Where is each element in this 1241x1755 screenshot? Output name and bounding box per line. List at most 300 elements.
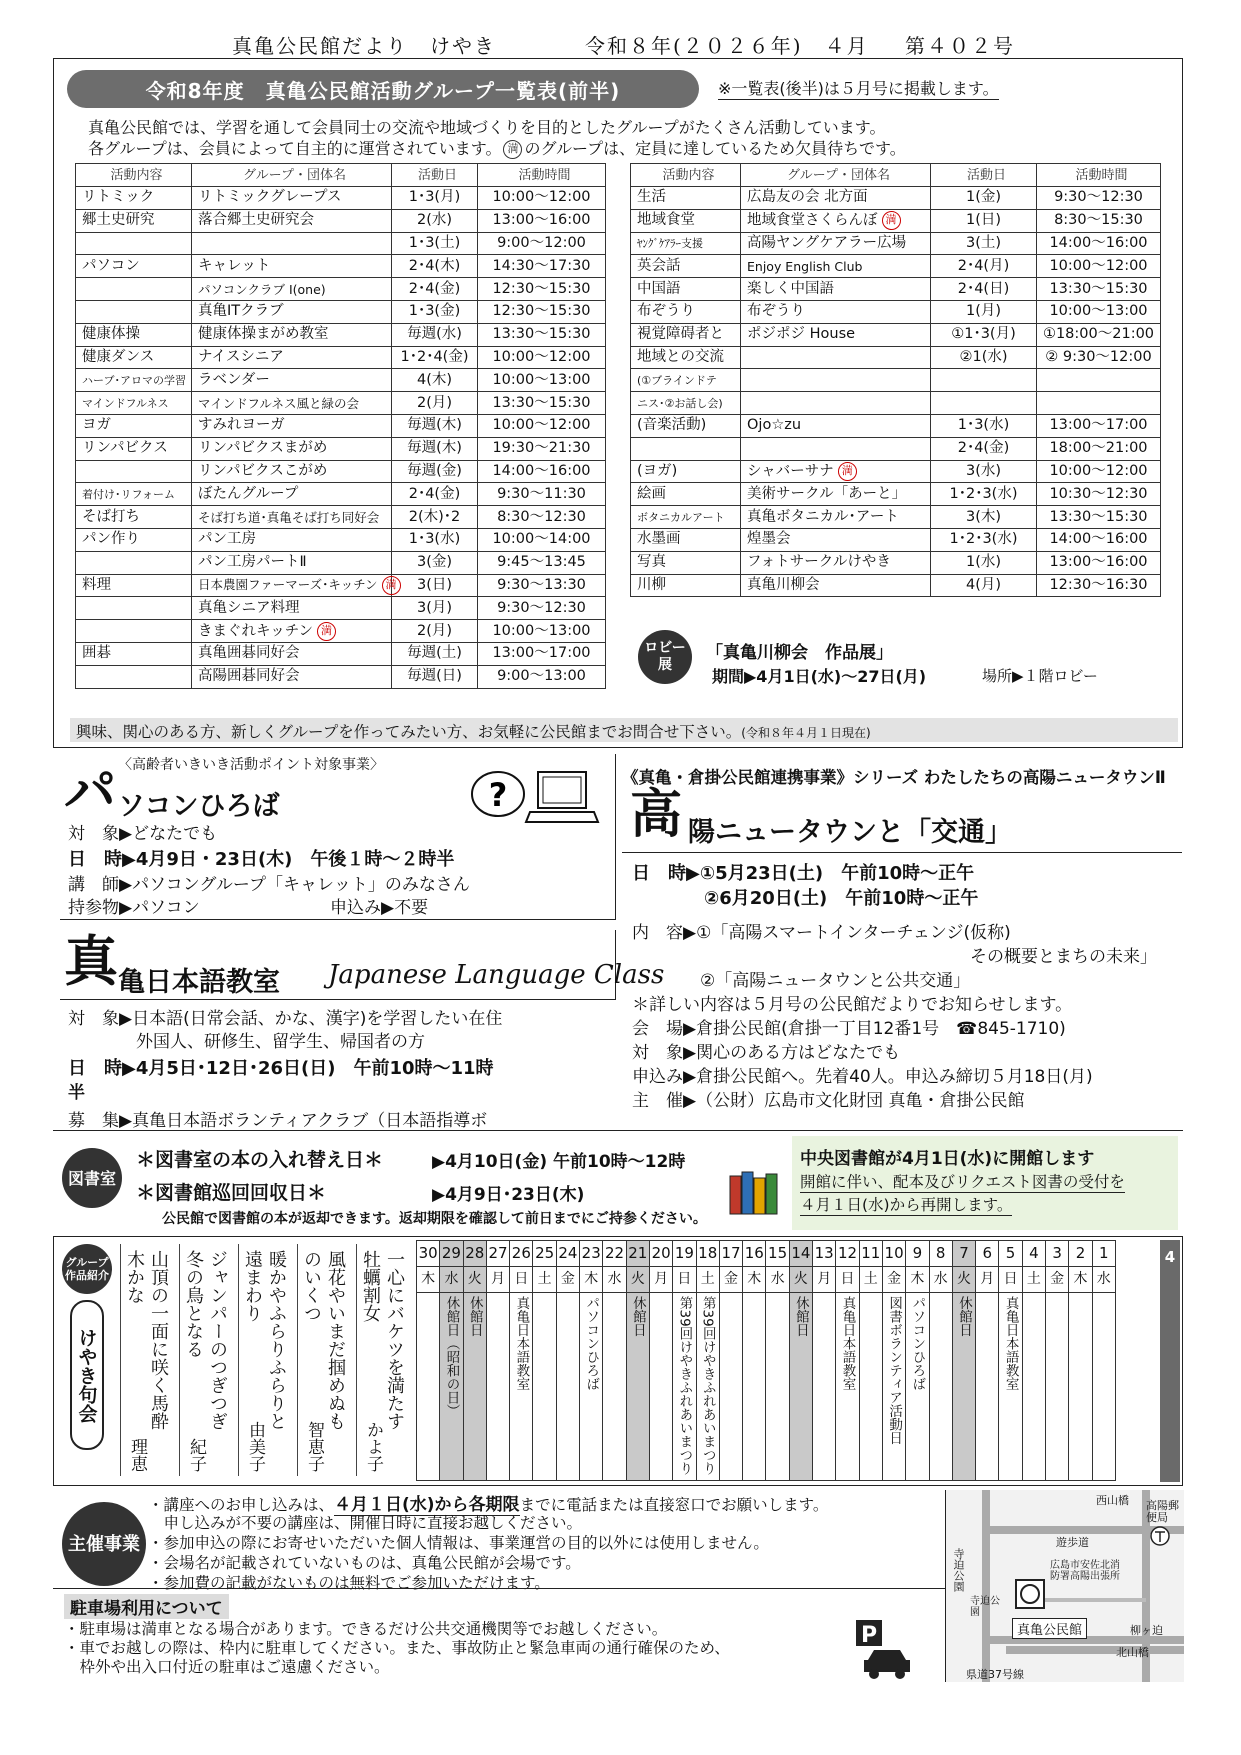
calendar-weekday: 月 — [813, 1267, 836, 1293]
library-collect: ＊図書館巡回回収日＊ — [136, 1182, 327, 1204]
calendar-weekday: 金 — [882, 1267, 905, 1293]
time-cell: 12:30～16:30 — [1037, 574, 1161, 597]
haiku-author: 紀子 — [186, 1438, 206, 1472]
calendar-weekday: 火 — [789, 1267, 812, 1293]
calendar-weekday: 日 — [673, 1267, 696, 1293]
koyo-note: ＊詳しい内容は５月号の公民館だよりでお知らせします。 — [632, 995, 1073, 1015]
calendar-date: 13 — [813, 1241, 836, 1267]
calendar-date: 14 — [789, 1241, 812, 1267]
groups-title: 令和8年度 真亀公民館活動グループ一覧表(前半) — [67, 70, 699, 108]
calendar-weekday: 水 — [766, 1267, 789, 1293]
time-cell: 10:00～12:00 — [1037, 255, 1161, 278]
events-badge: 主催事業 — [62, 1502, 146, 1586]
computer-question-icon — [470, 764, 600, 834]
calendar-date: 5 — [999, 1241, 1022, 1267]
time-cell: 9:00～13:00 — [478, 665, 606, 688]
library-collect-date: ▶4月9日･23日(木) — [432, 1185, 585, 1205]
calendar-event: 図書ボランティア活動日 — [882, 1293, 905, 1481]
koyo-apply: 申込み▶倉掛公民館へ。先着40人。申込み締切５月18日(月) — [632, 1067, 1093, 1087]
table-row — [76, 506, 606, 529]
calendar-date: 3 — [1046, 1241, 1069, 1267]
calendar-month: 4 — [1160, 1240, 1180, 1482]
haiku-club: けやき句会 — [70, 1300, 104, 1450]
col-time: 活動時間 — [478, 164, 606, 187]
activity-cell: リンパビクス — [76, 437, 192, 460]
table-row — [76, 620, 606, 643]
parking-divider — [53, 1588, 945, 1589]
group-cell: すみれヨーガ — [192, 414, 392, 437]
group-cell: リトミックグレープス — [192, 187, 392, 210]
activity-cell: そば打ち — [76, 506, 192, 529]
koyo-host: 主 催▶（公財）広島市文化財団 真亀・倉掛公民館 — [632, 1091, 1025, 1111]
calendar-event — [929, 1293, 952, 1481]
table-row — [76, 414, 606, 437]
activity-cell: ボタニカルアート — [631, 506, 741, 529]
table-row — [76, 369, 606, 392]
table-row — [76, 346, 606, 369]
calendar-weekday: 木 — [417, 1267, 440, 1293]
table-row — [631, 460, 1161, 483]
day-cell: 2(木)･2 — [392, 506, 478, 529]
groups-note: ※一覧表(後半)は５月号に掲載します。 — [718, 76, 999, 100]
parking-notes — [64, 1620, 730, 1677]
calendar-weekday: 月 — [649, 1267, 672, 1293]
pc-title-big: パ — [64, 762, 117, 823]
calendar-weekday: 木 — [743, 1267, 766, 1293]
activity-cell: パソコン — [76, 255, 192, 278]
day-cell: 3(金) — [392, 551, 478, 574]
table-row — [631, 528, 1161, 551]
table-row — [76, 483, 606, 506]
parking-note-line: ・車でお越しの際は、枠内に駐車してください。また、事故防止と緊急車両の通行確保のため、 — [64, 1639, 730, 1657]
map-nishiyama: 西山橋 — [1096, 1494, 1129, 1507]
table-row — [631, 232, 1161, 255]
group-cell: 布ぞうり — [741, 300, 931, 323]
table-row — [631, 278, 1161, 301]
calendar-date: 4 — [1022, 1241, 1045, 1267]
day-cell: 2(月) — [392, 392, 478, 415]
calendar-weekday: 水 — [440, 1267, 463, 1293]
time-cell: 13:00～17:00 — [1037, 414, 1161, 437]
issue-date: 令和８年(２０２６年) ４月 — [585, 34, 869, 58]
col-time: 活動時間 — [1037, 164, 1161, 187]
calendar-event: 第39回けやきふれあいまつり — [696, 1293, 719, 1481]
koyo-content-1: 内 容▶①「高陽スマートインターチェンジ(仮称) — [632, 923, 1011, 943]
time-cell: 9:30～12:30 — [1037, 187, 1161, 210]
table-row — [76, 460, 606, 483]
calendar-date: 19 — [673, 1241, 696, 1267]
time-cell: 8:30～12:30 — [478, 506, 606, 529]
calendar-weekday: 日 — [836, 1267, 859, 1293]
day-cell — [931, 369, 1037, 392]
groups-intro-2: 各グループは、会員によって自主的に運営されています。 満 のグループは、定員に達しているため欠員待ちです。 — [88, 139, 906, 158]
group-cell: 健康体操まがめ教室 — [192, 323, 392, 346]
calendar-weekday: 土 — [696, 1267, 719, 1293]
full-capacity-icon: 満 — [882, 211, 901, 230]
koyo-divider — [622, 852, 1182, 853]
calendar-event — [1069, 1293, 1092, 1481]
lobby-title: 「真亀川柳会 作品展」 — [706, 643, 893, 663]
day-cell — [931, 392, 1037, 415]
table-row — [76, 392, 606, 415]
day-cell: 1(金) — [931, 187, 1037, 210]
haiku-poem: 風花やいまだ掴めぬものいくつ — [301, 1250, 346, 1430]
group-cell: 真亀川柳会 — [741, 574, 931, 597]
calendar-date: 1 — [1092, 1241, 1115, 1267]
activity-cell: 絵画 — [631, 483, 741, 506]
col-group: グループ・団体名 — [741, 164, 931, 187]
calendar-event — [1022, 1293, 1045, 1481]
koyo-title: 陽ニュータウンと「交通」 — [688, 817, 1012, 848]
group-cell: リンパビクスこがめ — [192, 460, 392, 483]
day-cell: 毎週(水) — [392, 323, 478, 346]
koyo-venue: 会 場▶倉掛公民館(倉掛一丁目12番1号 ☎845-1710) — [632, 1019, 1066, 1039]
calendar-weekday: 日 — [999, 1267, 1022, 1293]
central-library-line1: 開館に伴い、配本及びリクエスト図書の受付を — [800, 1170, 1125, 1193]
activity-cell: パン作り — [76, 528, 192, 551]
calendar-event: 真亀日本語教室 — [836, 1293, 859, 1481]
day-cell: 2(水) — [392, 209, 478, 232]
calendar-weekday: 土 — [859, 1267, 882, 1293]
parking-title: 駐車場利用について — [64, 1594, 229, 1619]
group-cell: きまぐれキッチン 満 — [192, 620, 392, 643]
time-cell — [1037, 369, 1161, 392]
col-day: 活動日 — [392, 164, 478, 187]
time-cell: 12:30～15:30 — [478, 300, 606, 323]
events-apply: ・講座へのお申し込みは、４月１日(水)から各期限までに電話または直接窓口でお願いします。 — [148, 1495, 829, 1515]
group-cell: シャバーサナ 満 — [741, 460, 931, 483]
events-notes — [148, 1513, 769, 1593]
calendar-event: パソコンひろば — [580, 1293, 603, 1481]
newsletter-name: 真亀公民館だより けやき — [232, 34, 496, 58]
group-cell: 地域食堂さくらんぼ 満 — [741, 209, 931, 232]
time-cell: 9:30～13:30 — [478, 574, 606, 597]
activity-cell — [76, 232, 192, 255]
group-cell: リンパビクスまがめ — [192, 437, 392, 460]
haiku-item — [297, 1244, 355, 1476]
activity-cell: ハーブ･アロマの学習 — [76, 369, 192, 392]
calendar-date: 15 — [766, 1241, 789, 1267]
pc-target: 対 象▶どなたでも — [68, 824, 218, 844]
day-cell: 毎週(日) — [392, 665, 478, 688]
group-cell — [741, 369, 931, 392]
day-cell: ①1･3(月) — [931, 323, 1037, 346]
activity-cell: 地域食堂 — [631, 209, 741, 232]
calendar-event — [766, 1293, 789, 1481]
time-cell — [1037, 392, 1161, 415]
table-row — [76, 574, 606, 597]
time-cell: 13:30～15:30 — [478, 392, 606, 415]
activity-cell: 囲碁 — [76, 642, 192, 665]
koyo-series: 《真亀・倉掛公民館連携事業》シリーズ わたしたちの高陽ニュータウンⅡ — [622, 768, 1166, 787]
activity-cell: ニス･②お話し会) — [631, 392, 741, 415]
group-cell: Ojo☆zu — [741, 414, 931, 437]
calendar-date: 28 — [463, 1241, 486, 1267]
day-cell: 毎週(土) — [392, 642, 478, 665]
full-capacity-icon: 満 — [503, 140, 522, 159]
time-cell: 8:30～15:30 — [1037, 209, 1161, 232]
calendar-date: 16 — [743, 1241, 766, 1267]
calendar-event — [743, 1293, 766, 1481]
calendar-date: 7 — [952, 1241, 975, 1267]
day-cell: 1(日) — [931, 209, 1037, 232]
time-cell: 14:00～16:00 — [478, 460, 606, 483]
parking-icon — [854, 1618, 916, 1684]
time-cell: 14:00～16:00 — [1037, 528, 1161, 551]
day-cell: 1･3(土) — [392, 232, 478, 255]
central-library-line2: ４月１日(水)から再開します。 — [800, 1193, 1012, 1216]
parking-note-line: ・駐車場は満車となる場合があります。できるだけ公共交通機関等でお越しください。 — [64, 1620, 668, 1638]
activity-cell: (①ブラインドテ — [631, 369, 741, 392]
calendar-date: 29 — [440, 1241, 463, 1267]
day-cell: 4(月) — [931, 574, 1037, 597]
groups-intro-1: 真亀公民館では、学習を通して会員同士の交流や地域づくりを目的としたグループがたくさん活動しています。 — [88, 118, 886, 137]
library-swap-date: ▶4月10日(金) 午前10時～12時 — [432, 1152, 686, 1172]
issue-number: 第４０２号 — [905, 34, 1015, 58]
group-cell: パソコンクラブ Ⅰ(one) — [192, 278, 392, 301]
jp-recruit: 募 集▶真亀日本語ボランティアクラブ（日本語指導ボ — [68, 1111, 488, 1131]
pc-apply: 申込み▶不要 — [330, 898, 429, 918]
activity-cell: マインドフルネス — [76, 392, 192, 415]
koyo-target: 対 象▶関心のある方はどなたでも — [632, 1043, 901, 1063]
calendar-event — [486, 1293, 509, 1481]
table-row — [76, 551, 606, 574]
map-yanagi: 柳ヶ迫 — [1130, 1624, 1163, 1637]
time-cell: 13:00～17:00 — [478, 642, 606, 665]
calendar-weekday: 土 — [533, 1267, 556, 1293]
day-cell: 3(土) — [931, 232, 1037, 255]
time-cell: 14:30～17:30 — [478, 255, 606, 278]
col-activity: 活動内容 — [76, 164, 192, 187]
activity-cell: 視覚障碍者と — [631, 323, 741, 346]
calendar-date: 6 — [976, 1241, 999, 1267]
jp-target: 対 象▶日本語(日常会話、かな、漢字)を学習したい在住 — [68, 1009, 503, 1029]
activity-cell: 川柳 — [631, 574, 741, 597]
calendar-date: 25 — [533, 1241, 556, 1267]
table-row — [631, 323, 1161, 346]
table-row — [76, 437, 606, 460]
day-cell: 1･3(月) — [392, 187, 478, 210]
map-yuhodo: 遊歩道 — [1056, 1536, 1089, 1549]
pc-title: ソコンひろば — [118, 791, 280, 822]
table-row — [76, 597, 606, 620]
time-cell: 13:00～16:00 — [478, 209, 606, 232]
group-cell — [741, 437, 931, 460]
pc-instructor: 講 師▶パソコングループ「キャレット」のみなさん — [68, 875, 470, 895]
day-cell: 4(木) — [392, 369, 478, 392]
time-cell: ①18:00～21:00 — [1037, 323, 1161, 346]
day-cell: ②1(水) — [931, 346, 1037, 369]
activity-cell — [76, 551, 192, 574]
group-cell: 落合郷土史研究会 — [192, 209, 392, 232]
calendar-event: 休館日 — [952, 1293, 975, 1481]
calendar-date: 24 — [556, 1241, 579, 1267]
group-cell: ぼたんグループ — [192, 483, 392, 506]
table-row — [631, 187, 1161, 210]
books-icon — [728, 1168, 786, 1220]
day-cell: 1(水) — [931, 551, 1037, 574]
time-cell: 10:00～12:00 — [478, 187, 606, 210]
calendar-weekday: 火 — [463, 1267, 486, 1293]
svg-text:P: P — [860, 1623, 878, 1648]
day-cell: 2･4(日) — [931, 278, 1037, 301]
calendar-weekday: 金 — [556, 1267, 579, 1293]
activity-cell — [76, 460, 192, 483]
map-road: 県道37号線 — [966, 1668, 1024, 1681]
time-cell: 9:30～12:30 — [478, 597, 606, 620]
map-fire-station: 広島市安佐北消防署高陽出張所 — [1050, 1560, 1120, 1582]
haiku-item — [356, 1244, 414, 1476]
group-cell: マインドフルネス風と緑の会 — [192, 392, 392, 415]
activity-cell: 着付け･リフォーム — [76, 483, 192, 506]
pc-bring: 持参物▶パソコン — [68, 898, 200, 918]
group-cell: キャレット — [192, 255, 392, 278]
group-cell: 真亀シニア料理 — [192, 597, 392, 620]
koyo-date-1: 日 時▶①5月23日(土) 午前10時～正午 — [632, 863, 975, 884]
day-cell: 2･4(金) — [392, 483, 478, 506]
table-row — [76, 278, 606, 301]
calendar-event — [813, 1293, 836, 1481]
map-center: 真亀公民館 — [1012, 1618, 1087, 1639]
time-cell: 13:00～16:00 — [1037, 551, 1161, 574]
table-row — [631, 551, 1161, 574]
time-cell: 9:00～12:00 — [478, 232, 606, 255]
group-cell: Enjoy English Club — [741, 255, 931, 278]
group-cell: パン工房 — [192, 528, 392, 551]
day-cell: 2･4(金) — [392, 278, 478, 301]
haiku-author: かよ子 — [363, 1421, 383, 1472]
calendar-date: 18 — [696, 1241, 719, 1267]
library-return-note: 公民館で図書館の本が返却できます。返却期限を確認して前日までにご持参ください。 — [162, 1211, 707, 1227]
calendar-date: 17 — [719, 1241, 742, 1267]
calendar-date: 9 — [906, 1241, 929, 1267]
calendar-weekday: 金 — [1046, 1267, 1069, 1293]
activity-cell: 生活 — [631, 187, 741, 210]
calendar-event: 休館日 — [789, 1293, 812, 1481]
time-cell: 9:45～13:45 — [478, 551, 606, 574]
event-calendar — [416, 1240, 1116, 1481]
time-cell: 13:30～15:30 — [1037, 506, 1161, 529]
activity-cell: (音楽活動) — [631, 414, 741, 437]
activity-cell: リトミック — [76, 187, 192, 210]
calendar-event — [417, 1293, 440, 1481]
day-cell: 1･2･3(水) — [931, 528, 1037, 551]
calendar-weekday: 土 — [1022, 1267, 1045, 1293]
group-cell: パン工房パートⅡ — [192, 551, 392, 574]
haiku-badge: グループ作品紹介 — [62, 1244, 112, 1294]
activity-cell — [631, 437, 741, 460]
groups-table-right — [630, 163, 1161, 597]
group-cell: 広島友の会 北方面 — [741, 187, 931, 210]
haiku-list — [120, 1242, 416, 1478]
haiku-author: 理恵 — [127, 1438, 147, 1472]
group-cell: そば打ち道･真亀そば打ち同好会 — [192, 506, 392, 529]
time-cell: 13:30～15:30 — [478, 323, 606, 346]
time-cell: 10:00～12:00 — [478, 414, 606, 437]
day-cell: 3(日) — [392, 574, 478, 597]
time-cell: 12:30～15:30 — [478, 278, 606, 301]
calendar-event — [649, 1293, 672, 1481]
col-activity: 活動内容 — [631, 164, 741, 187]
table-row — [76, 528, 606, 551]
calendar-weekday: 木 — [580, 1267, 603, 1293]
table-row — [631, 346, 1161, 369]
day-cell: 2･4(金) — [931, 437, 1037, 460]
calendar-date: 23 — [580, 1241, 603, 1267]
calendar-date: 27 — [486, 1241, 509, 1267]
calendar-event — [1092, 1293, 1115, 1481]
activity-cell — [76, 665, 192, 688]
events-note-line: ・参加申込の際にお寄せいただいた個人情報は、事業運営の目的以外には使用しません。 — [148, 1534, 769, 1552]
col-day: 活動日 — [931, 164, 1037, 187]
jp-title: 亀日本語教室 — [118, 967, 280, 998]
col-group: グループ・団体名 — [192, 164, 392, 187]
central-library-title: 中央図書館が4月1日(水)に開館します — [800, 1149, 1095, 1169]
table-row — [631, 437, 1161, 460]
time-cell: 10:30～12:30 — [1037, 483, 1161, 506]
time-cell: 18:00～21:00 — [1037, 437, 1161, 460]
jp-target-2: 外国人、研修生、留学生、帰国者の方 — [68, 1032, 425, 1052]
haiku-poem: ジャンパーのつぎつぎ冬の鳥となる — [183, 1250, 228, 1430]
activity-cell: 英会話 — [631, 255, 741, 278]
day-cell: 毎週(金) — [392, 460, 478, 483]
calendar-weekday: 木 — [906, 1267, 929, 1293]
activity-cell: ﾔﾝｸﾞｹｱﾗｰ支援 — [631, 232, 741, 255]
day-cell: 1･2･4(金) — [392, 346, 478, 369]
calendar-weekdays — [417, 1267, 1116, 1293]
calendar-weekday: 火 — [952, 1267, 975, 1293]
jp-title-en: Japanese Language Class — [328, 960, 665, 990]
lobby-badge: ロビー展 — [638, 630, 692, 684]
activity-cell: 地域との交流 — [631, 346, 741, 369]
table-row — [76, 209, 606, 232]
calendar-event — [533, 1293, 556, 1481]
haiku-item — [120, 1244, 178, 1476]
calendar-weekday: 日 — [510, 1267, 533, 1293]
haiku-author: 智恵子 — [304, 1421, 324, 1472]
table-row — [76, 232, 606, 255]
calendar-event: パソコンひろば — [906, 1293, 929, 1481]
lobby-period: 期間▶4月1日(水)～27日(月) — [712, 667, 927, 686]
table-row — [631, 392, 1161, 415]
activity-cell — [76, 620, 192, 643]
pc-subtitle: 〈高齢者いきいき活動ポイント対象事業〉 — [118, 757, 384, 773]
calendar-event: 真亀日本語教室 — [999, 1293, 1022, 1481]
day-cell: 2(月) — [392, 620, 478, 643]
full-capacity-icon: 満 — [317, 622, 336, 641]
group-cell: 真亀ボタニカル･アート — [741, 506, 931, 529]
library-divider — [53, 1130, 1183, 1131]
svg-text:?: ? — [488, 776, 508, 814]
calendar-event — [719, 1293, 742, 1481]
group-cell: ラベンダー — [192, 369, 392, 392]
calendar-date: 20 — [649, 1241, 672, 1267]
group-cell: 高陽ヤングケアラー広場 — [741, 232, 931, 255]
activity-cell: 健康ダンス — [76, 346, 192, 369]
activity-cell: 郷土史研究 — [76, 209, 192, 232]
time-cell: 10:00～13:00 — [1037, 300, 1161, 323]
calendar-event — [603, 1293, 626, 1481]
calendar-dates — [417, 1241, 1116, 1267]
map-post-office: 高陽郵便局 — [1146, 1499, 1179, 1524]
calendar-weekday: 金 — [719, 1267, 742, 1293]
time-cell: 13:30～15:30 — [1037, 278, 1161, 301]
group-cell: 真亀囲碁同好会 — [192, 642, 392, 665]
activity-cell — [76, 300, 192, 323]
full-capacity-icon: 満 — [838, 462, 857, 481]
groups-table-left — [75, 163, 606, 689]
pc-datetime: 日 時▶4月9日・23日(木) 午後１時～２時半 — [68, 849, 455, 870]
